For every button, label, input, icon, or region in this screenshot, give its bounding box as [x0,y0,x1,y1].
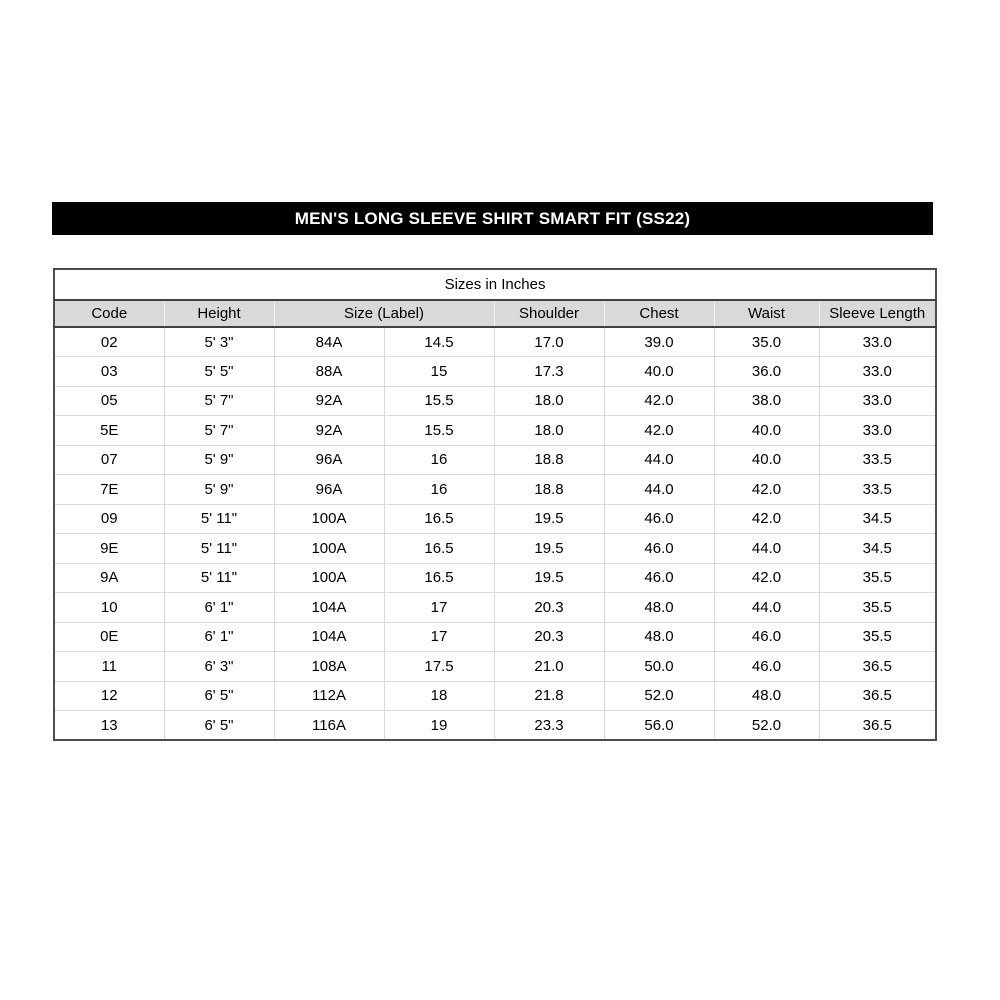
table-cell: 36.0 [714,357,819,387]
table-cell: 33.0 [819,416,936,446]
table-cell: 42.0 [604,416,714,446]
table-cell: 5' 7" [164,386,274,416]
table-cell: 44.0 [714,534,819,564]
table-cell: 9A [54,563,164,593]
table-cell: 0E [54,622,164,652]
table-cell: 5' 9" [164,475,274,505]
table-cell: 100A [274,534,384,564]
table-row [54,711,936,741]
column-header-shoulder: Shoulder [494,300,604,327]
table-cell: 46.0 [714,622,819,652]
table-row [54,681,936,711]
table-cell: 15 [384,357,494,387]
table-cell: 21.0 [494,652,604,682]
column-header-row [54,300,936,327]
table-cell: 12 [54,681,164,711]
table-cell: 33.5 [819,445,936,475]
column-header-code: Code [54,300,164,327]
table-cell: 35.5 [819,563,936,593]
table-cell: 20.3 [494,622,604,652]
table-cell: 36.5 [819,652,936,682]
table-cell: 19 [384,711,494,741]
table-cell: 18 [384,681,494,711]
column-header-sleeve-length: Sleeve Length [819,300,936,327]
table-cell: 11 [54,652,164,682]
table-cell: 35.5 [819,622,936,652]
table-cell: 36.5 [819,681,936,711]
table-cell: 52.0 [714,711,819,741]
table-cell: 15.5 [384,386,494,416]
table-cell: 13 [54,711,164,741]
table-row [54,386,936,416]
table-cell: 44.0 [714,593,819,623]
table-cell: 09 [54,504,164,534]
table-cell: 42.0 [604,386,714,416]
column-header-chest: Chest [604,300,714,327]
table-cell: 36.5 [819,711,936,741]
table-cell: 02 [100,333,118,351]
column-header-height: Height [164,300,274,327]
table-cell: 15.5 [384,416,494,446]
table-cell: 116A [274,711,384,741]
table-cell: 5E [54,416,164,446]
table-cell: 44.0 [604,445,714,475]
table-cell: 40.0 [714,416,819,446]
table-cell: 104A [274,593,384,623]
table-row [54,534,936,564]
table-cell: 19.5 [494,563,604,593]
table-cell: 23.3 [494,711,604,741]
table-cell: 16.5 [384,534,494,564]
table-cell: 52.0 [604,681,714,711]
table-cell: 16 [384,445,494,475]
table-cell: 5' 11" [164,563,274,593]
table-cell: 17.0 [494,327,604,357]
table-cell: 46.0 [604,563,714,593]
table-cell: 35.0 [714,327,819,357]
table-cell: 42.0 [714,563,819,593]
table-cell: 48.0 [604,622,714,652]
table-cell: 46.0 [604,504,714,534]
column-header-size-label-: Size (Label) [274,300,494,327]
table-row [54,416,936,446]
table-cell: 16 [384,475,494,505]
table-cell: 33.0 [819,327,936,357]
table-cell: 108A [274,652,384,682]
table-cell: 5' 7" [164,416,274,446]
table-cell: 6' 1" [164,593,274,623]
table-cell: 104A [274,622,384,652]
table-cell: 48.0 [604,593,714,623]
table-row [54,563,936,593]
size-table-body [54,327,936,740]
table-cell: 42.0 [714,504,819,534]
table-cell: 46.0 [714,652,819,682]
table-cell: 96A [274,475,384,505]
table-cell: 6' 5" [164,681,274,711]
table-cell: 56.0 [604,711,714,741]
table-cell: 92A [274,416,384,446]
table-row [54,445,936,475]
table-cell: 44.0 [604,475,714,505]
table-cell: 92A [274,386,384,416]
table-cell: 03 [54,357,164,387]
table-cell: 19.5 [494,504,604,534]
table-cell: 5' 3" [164,327,274,357]
table-cell: 17 [384,622,494,652]
table-cell: 6' 5" [164,711,274,741]
table-cell: 33.0 [819,357,936,387]
chart-title: MEN'S LONG SLEEVE SHIRT SMART FIT (SS22) [294,208,691,228]
table-cell: 33.5 [819,475,936,505]
table-cell: 6' 3" [164,652,274,682]
table-cell: 88A [274,357,384,387]
table-cell: 5' 11" [164,534,274,564]
size-chart-table [53,268,937,741]
table-cell: 5' 5" [164,357,274,387]
table-cell: 9E [54,534,164,564]
table-row [54,622,936,652]
table-cell: 10 [54,593,164,623]
table-row [54,504,936,534]
table-row [54,593,936,623]
table-row [54,475,936,505]
table-cell: 18.8 [494,475,604,505]
table-cell: 7E [54,475,164,505]
table-cell: 96A [274,445,384,475]
table-cell: 34.5 [819,534,936,564]
table-cell: 33.0 [819,386,936,416]
table-cell: 16.5 [384,563,494,593]
table-cell: 17 [384,593,494,623]
table-cell: 6' 1" [164,622,274,652]
table-cell: 18.8 [494,445,604,475]
table-cell: 40.0 [604,357,714,387]
table-cell: 17.3 [494,357,604,387]
table-cell: 18.0 [494,386,604,416]
table-cell: 48.0 [714,681,819,711]
table-cell: 21.8 [494,681,604,711]
table-cell: 14.5 [384,327,494,357]
table-cell: 100A [274,563,384,593]
table-cell: 40.0 [714,445,819,475]
table-cell: 07 [54,445,164,475]
table-cell: 39.0 [604,327,714,357]
column-header-waist: Waist [714,300,819,327]
table-cell: 42.0 [714,475,819,505]
table-caption-row [54,269,936,300]
table-cell: 34.5 [819,504,936,534]
table-row [54,357,936,387]
table-cell: 100A [274,504,384,534]
table-caption: Sizes in Inches [54,269,936,300]
table-cell: 5' 11" [164,504,274,534]
table-row [54,652,936,682]
table-cell: 18.0 [494,416,604,446]
table-cell: 35.5 [819,593,936,623]
table-row [54,327,936,357]
table-cell: 112A [274,681,384,711]
table-cell: 05 [54,386,164,416]
table-cell: 17.5 [384,652,494,682]
table-cell: 46.0 [604,534,714,564]
table-cell: 19.5 [494,534,604,564]
chart-title-bar [52,202,933,235]
table-cell: 38.0 [714,386,819,416]
table-cell: 84A [274,327,384,357]
table-cell: 5' 9" [164,445,274,475]
table-cell: 20.3 [494,593,604,623]
table-cell: 50.0 [604,652,714,682]
table-cell: 16.5 [384,504,494,534]
